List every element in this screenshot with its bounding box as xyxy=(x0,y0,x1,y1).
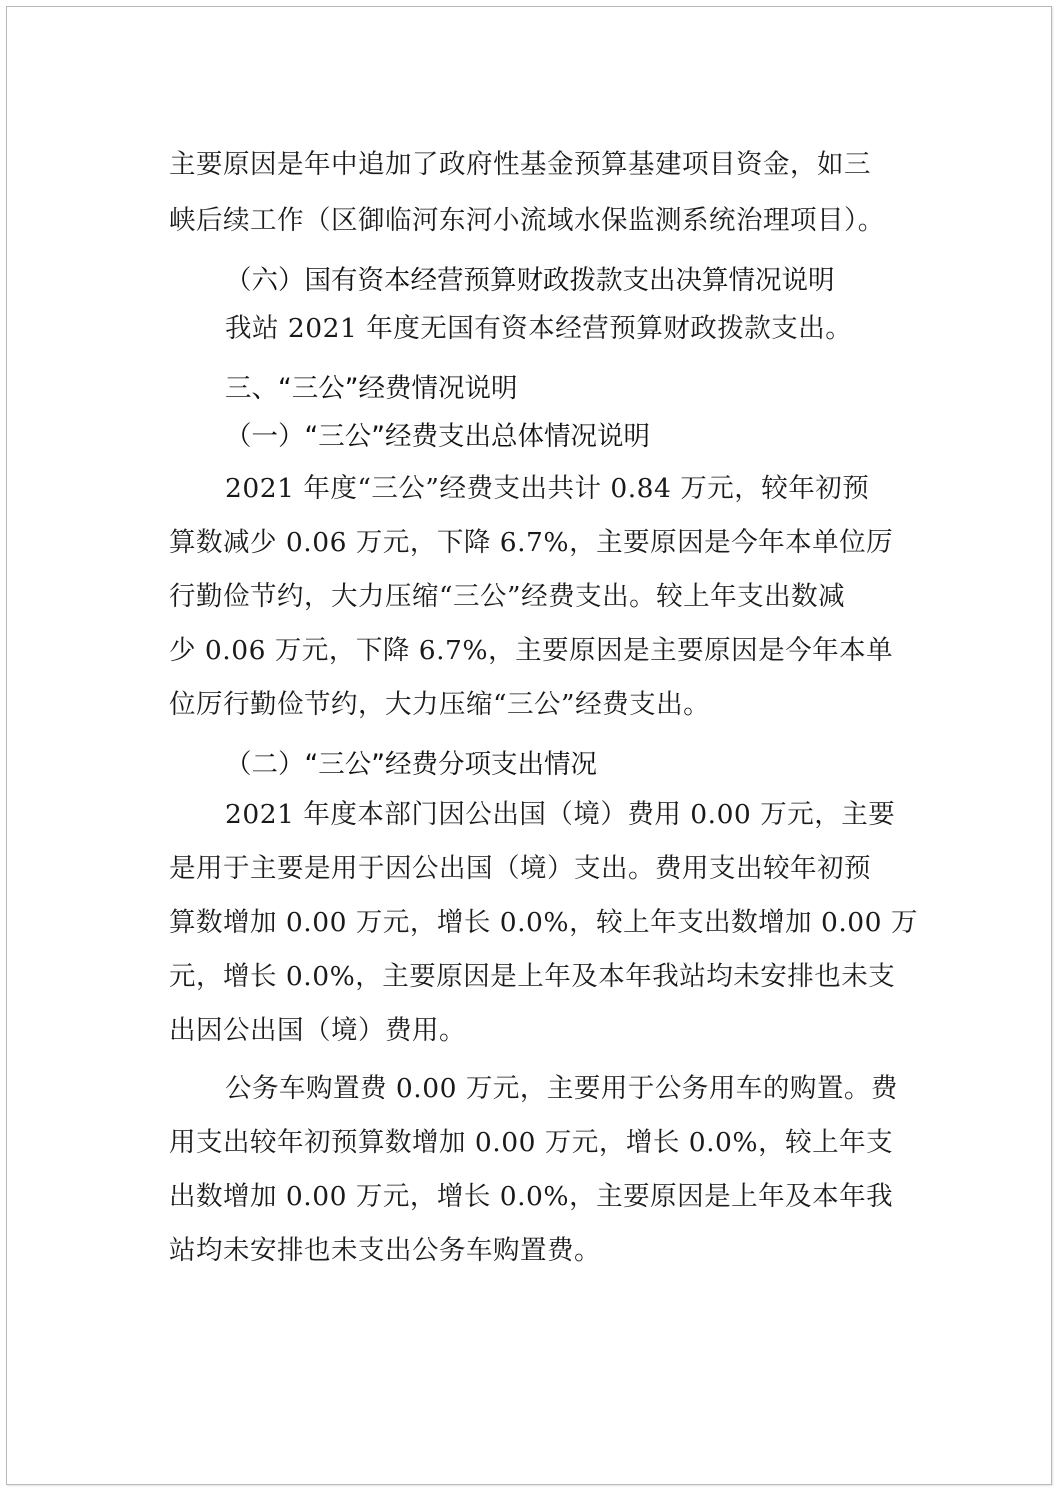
paragraph-line: 2021 年度“三公”经费支出共计 0.84 万元，较年初预 xyxy=(225,473,870,504)
document-page xyxy=(6,6,1052,1485)
paragraph-line: 站均未安排也未支出公务车购置费。 xyxy=(169,1235,601,1266)
paragraph-line: 我站 2021 年度无国有资本经营预算财政拨款支出。 xyxy=(225,313,853,344)
paragraph-line: 用支出较年初预算数增加 0.00 万元，增长 0.0%，较上年支 xyxy=(169,1127,894,1158)
paragraph-line: 主要原因是年中追加了政府性基金预算基建项目资金，如三 xyxy=(169,149,871,180)
paragraph-line: 行勤俭节约，大力压缩“三公”经费支出。较上年支出数减 xyxy=(169,581,846,612)
section-heading: （六）国有资本经营预算财政拨款支出决算情况说明 xyxy=(225,265,835,296)
paragraph-line: 算数减少 0.06 万元，下降 6.7%，主要原因是今年本单位厉 xyxy=(169,527,894,558)
paragraph-line: 出因公出国（境）费用。 xyxy=(169,1015,466,1046)
paragraph-line: 峡后续工作（区御临河东河小流域水保监测系统治理项目）。 xyxy=(169,205,885,236)
section-heading: 三、“三公”经费情况说明 xyxy=(225,373,518,404)
paragraph-line: 出数增加 0.00 万元，增长 0.0%，主要原因是上年及本年我 xyxy=(169,1181,894,1212)
paragraph-line: 算数增加 0.00 万元，增长 0.0%，较上年支出数增加 0.00 万 xyxy=(169,907,918,938)
subsection-heading: （一）“三公”经费支出总体情况说明 xyxy=(225,421,650,452)
paragraph-line: 少 0.06 万元，下降 6.7%，主要原因是主要原因是今年本单 xyxy=(169,635,894,666)
subsection-heading: （二）“三公”经费分项支出情况 xyxy=(225,749,597,780)
paragraph-line: 2021 年度本部门因公出国（境）费用 0.00 万元，主要 xyxy=(225,799,896,830)
paragraph-line: 位厉行勤俭节约，大力压缩“三公”经费支出。 xyxy=(169,689,711,720)
paragraph-line: 是用于主要是用于因公出国（境）支出。费用支出较年初预 xyxy=(169,853,871,884)
paragraph-line: 元，增长 0.0%，主要原因是上年及本年我站均未安排也未支 xyxy=(169,961,896,992)
paragraph-line: 公务车购置费 0.00 万元，主要用于公务用车的购置。费 xyxy=(225,1073,898,1104)
